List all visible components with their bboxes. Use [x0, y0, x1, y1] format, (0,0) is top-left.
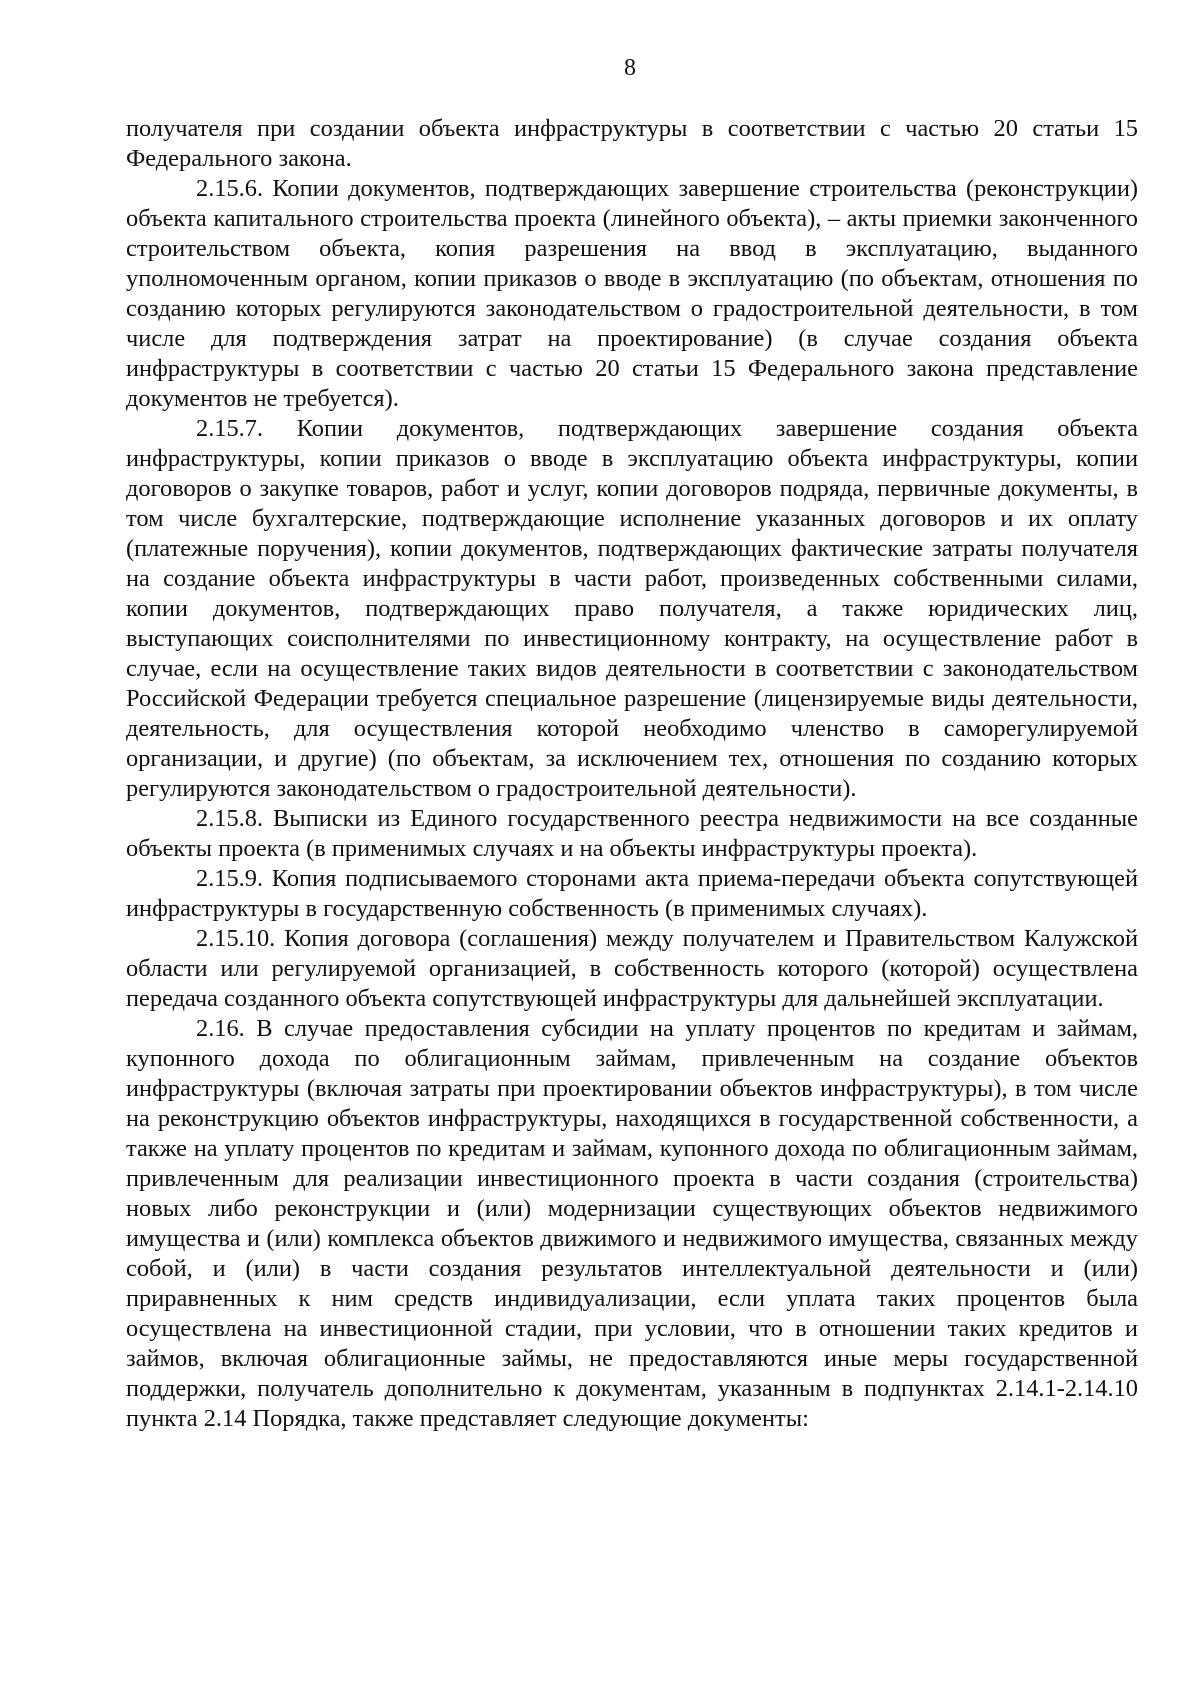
- paragraph-continuation: получателя при создании объекта инфраструктуры в соответствии с частью 20 статьи 15 Федерального закона.: [126, 115, 1138, 172]
- paragraph-2-16: 2.16. В случае предоставления субсидии на уплату процентов по кредитам и займам, купонного дохода по облигационным займам, привлеченным на создание объектов инфраструктуры (включая затраты при проектировании объектов инфраструктуры), в том числе на реконструкцию объектов инфраструктуры, находящихся в государственной собственности, а также на уплату процентов по кредитам и займам, купонного дохода по облигационным займам, привлеченным для реализации инвестиционного проекта в части создания (строительства) новых либо реконструкции и (или) модернизации существующих объектов недвижимого имущества и (или) комплекса объектов движимого и недвижимого имущества, связанных между собой, и (или) в части создания результатов интеллектуальной деятельности и (или) приравненных к ним средств индивидуализации, если уплата таких процентов была осуществлена на инвестиционной стадии, при условии, что в отношении таких кредитов и займов, включая облигационные займы, не предоставляются иные меры государственной поддержки, получатель дополнительно к документам, указанным в подпунктах 2.14.1-2.14.10 пункта 2.14 Порядка, также представляет следующие документы:: [126, 1015, 1138, 1432]
- paragraph-2-15-8: 2.15.8. Выписки из Единого государственного реестра недвижимости на все созданные объекты проекта (в применимых случаях и на объекты инфраструктуры проекта).: [126, 805, 1138, 862]
- paragraph-2-15-7: 2.15.7. Копии документов, подтверждающих завершение создания объекта инфраструктуры, копии приказов о вводе в эксплуатацию объекта инфраструктуры, копии договоров о закупке товаров, работ и услуг, копии договоров подряда, первичные документы, в том числе бухгалтерские, подтверждающие исполнение указанных договоров и их оплату (платежные поручения), копии документов, подтверждающих фактические затраты получателя на создание объекта инфраструктуры в части работ, произведенных собственными силами, копии документов, подтверждающих право получателя, а также юридических лиц, выступающих соисполнителями по инвестиционному контракту, на осуществление работ в случае, если на осуществление таких видов деятельности в соответствии с законодательством Российской Федерации требуется специальное разрешение (лицензируемые виды деятельности, деятельность, для осуществления которой необходимо членство в саморегулируемой организации, и другие) (по объектам, за исключением тех, отношения по созданию которых регулируются законодательством о градостроительной деятельности).: [126, 415, 1138, 802]
- paragraph-2-15-9: 2.15.9. Копия подписываемого сторонами акта приема-передачи объекта сопутствующей инфраструктуры в государственную собственность (в применимых случаях).: [126, 865, 1138, 922]
- document-body: [126, 114, 1138, 1434]
- paragraph-2-15-6: 2.15.6. Копии документов, подтверждающих завершение строительства (реконструкции) объекта капитального строительства проекта (линейного объекта), – акты приемки законченного строительством объекта, копия разрешения на ввод в эксплуатацию, выданного уполномоченным органом, копии приказов о вводе в эксплуатацию (по объектам, отношения по созданию которых регулируются законодательством о градостроительной деятельности, в том числе для подтверждения затрат на проектирование) (в случае создания объекта инфраструктуры в соответствии с частью 20 статьи 15 Федерального закона представление документов не требуется).: [126, 175, 1138, 412]
- page-number: 8: [624, 55, 636, 81]
- paragraph-2-15-10: 2.15.10. Копия договора (соглашения) между получателем и Правительством Калужской области или регулируемой организацией, в собственность которого (которой) осуществлена передача созданного объекта сопутствующей инфраструктуры для дальнейшей эксплуатации.: [126, 925, 1138, 1012]
